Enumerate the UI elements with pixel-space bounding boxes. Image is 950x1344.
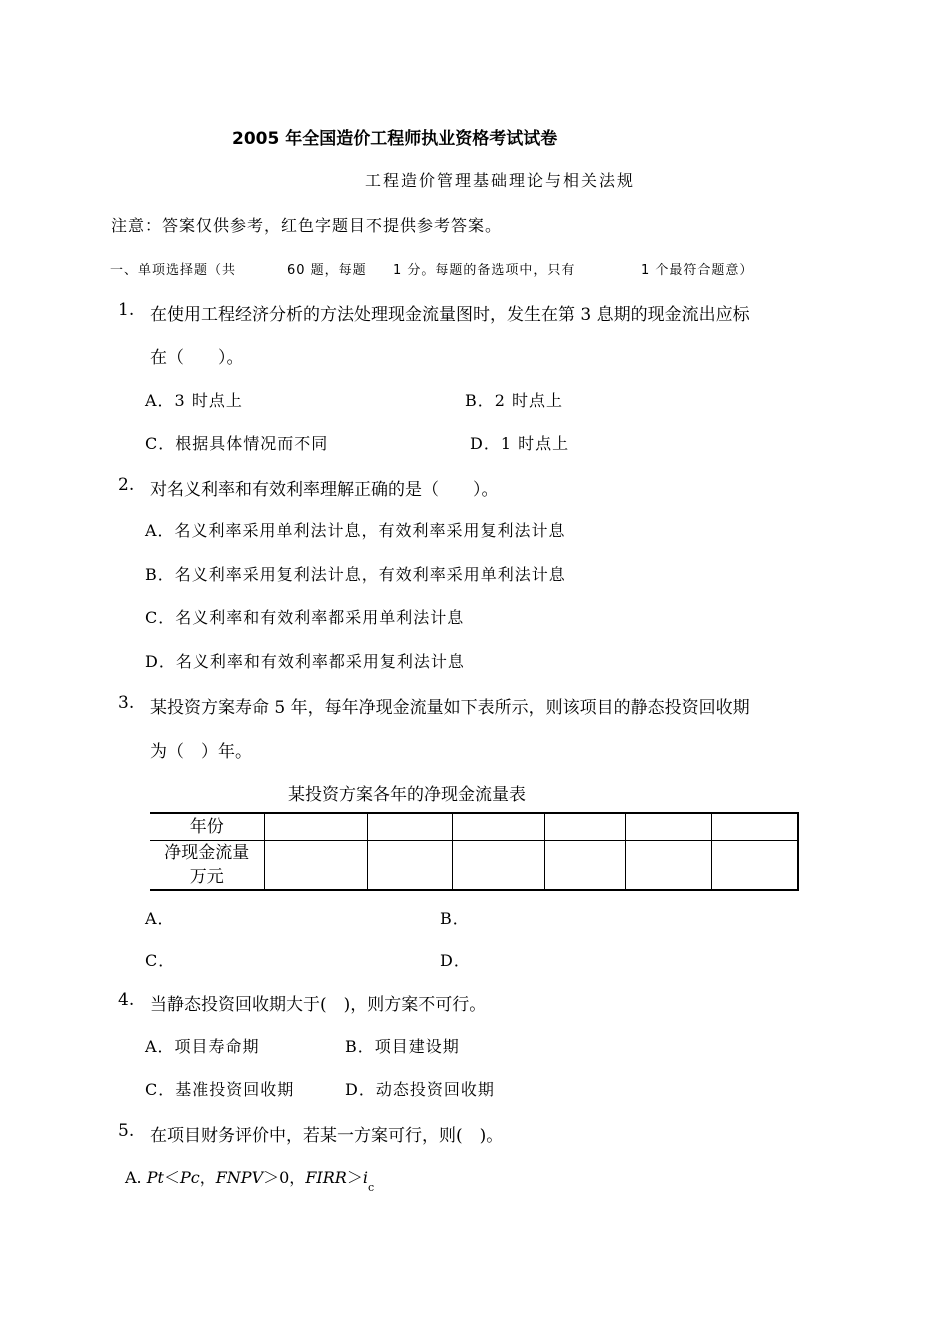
option-b: B．2 时点上 [465, 391, 564, 410]
formula-separator: ， [199, 1168, 216, 1187]
row-header-line: 净现金流量 [164, 843, 250, 863]
option-label: A. [125, 1168, 142, 1187]
table-cell [711, 841, 798, 891]
question-text: 对名义利率和有效利率理解正确的是（ ）。 [150, 480, 499, 500]
formula-operator: ＞ [346, 1168, 363, 1187]
option-d: D．动态投资回收期 [345, 1080, 495, 1099]
table-cell [264, 841, 367, 891]
question-number: 3. [118, 693, 135, 713]
row-header-unit: 万元 [189, 867, 224, 887]
table-cell [452, 813, 544, 841]
table-caption: 某投资方案各年的净现金流量表 [288, 785, 526, 805]
row-header-year: 年份 [150, 813, 264, 841]
option-c: C．名义利率和有效利率都采用单利法计息 [145, 608, 465, 627]
formula-subscript: c [367, 1181, 375, 1194]
section-heading-part2: 60 题，每题 [287, 263, 367, 278]
question-text: 为（ ）年。 [150, 742, 252, 762]
table-cell [367, 813, 452, 841]
question-text: 在（ ）。 [150, 348, 244, 368]
question-text: 某投资方案寿命 5 年，每年净现金流量如下表所示，则该项目的静态投资回收期 [150, 698, 750, 718]
option-c: C．基准投资回收期 [145, 1080, 295, 1099]
document-title: 2005 年全国造价工程师执业资格考试试卷 [232, 129, 558, 149]
option-a: A．名义利率采用单利法计息，有效利率采用复利法计息 [145, 521, 566, 540]
option-c: C． [145, 951, 176, 970]
table-row [150, 841, 798, 891]
option-c: C．根据具体情况而不同 [145, 434, 329, 453]
formula-operator: ＞0， [263, 1168, 306, 1187]
note-text: 注意：答案仅供参考，红色字题目不提供参考答案。 [111, 216, 503, 235]
table-row [150, 813, 798, 841]
section-heading-part4: 1 个最符合题意） [641, 263, 754, 278]
table-cell [625, 813, 711, 841]
question-number: 4. [118, 990, 135, 1010]
option-b: B．项目建设期 [345, 1037, 460, 1056]
option-b: B．名义利率采用复利法计息，有效利率采用单利法计息 [145, 565, 566, 584]
option-a: A． [145, 909, 175, 928]
question-text: 在项目财务评价中，若某一方案可行，则( )。 [150, 1126, 504, 1146]
table-cell [367, 841, 452, 891]
option-d: D． [440, 951, 471, 970]
option-a: A．3 时点上 [145, 391, 243, 410]
table-cell [264, 813, 367, 841]
cash-flow-table [150, 812, 799, 891]
section-heading-part1: 一、单项选择题（共 [110, 263, 237, 278]
question-text: 在使用工程经济分析的方法处理现金流量图时，发生在第 3 息期的现金流出应标 [150, 305, 750, 325]
question-text: 当静态投资回收期大于( )，则方案不可行。 [150, 995, 487, 1015]
formula-term: i [362, 1168, 368, 1187]
table-cell [625, 841, 711, 891]
formula-operator: ＜ [163, 1168, 180, 1187]
option-a-formula [125, 1165, 375, 1194]
option-d: D．名义利率和有效利率都采用复利法计息 [145, 652, 465, 671]
table-cell [452, 841, 544, 891]
document-subtitle: 工程造价管理基础理论与相关法规 [365, 171, 636, 190]
row-header-cash-flow [150, 841, 264, 891]
question-number: 2. [118, 475, 135, 495]
formula-term: Pc [179, 1168, 200, 1187]
table-cell [544, 813, 625, 841]
formula-term: FNPV [215, 1168, 264, 1187]
section-heading-part3: 1 分。每题的备选项中，只有 [393, 263, 576, 278]
option-b: B． [440, 909, 470, 928]
option-a: A．项目寿命期 [145, 1037, 260, 1056]
table-cell [544, 841, 625, 891]
question-number: 1. [118, 300, 135, 320]
option-d: D．1 时点上 [470, 434, 570, 453]
formula-term: FIRR [305, 1168, 347, 1187]
formula-term: Pt [146, 1168, 164, 1187]
question-number: 5. [118, 1121, 135, 1141]
table-cell [711, 813, 798, 841]
